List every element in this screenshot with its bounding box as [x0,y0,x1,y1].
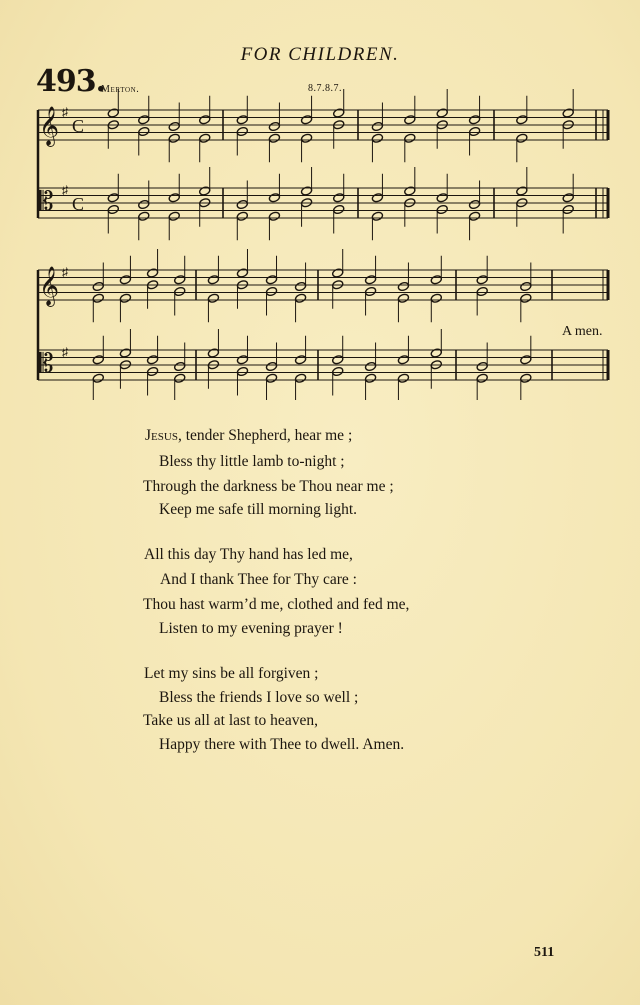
notehead [371,121,383,131]
notehead [236,211,248,221]
notehead [119,348,131,358]
notehead [107,108,119,118]
notehead [138,199,150,209]
notehead [236,268,248,278]
notehead [562,193,574,203]
verse-1-line-1: Jesus, tender Shepherd, hear me ; [145,427,353,444]
notehead [520,281,532,291]
notehead [300,115,312,125]
notehead [436,204,448,214]
notehead [516,186,528,196]
notehead [265,286,277,296]
notehead [520,373,532,383]
notehead [436,108,448,118]
key-signature-sharp: ♯ [62,183,68,197]
notehead [168,121,180,131]
notehead [476,373,488,383]
notehead [236,355,248,365]
verse-1-line-4: Keep me safe till morning light. [159,501,358,518]
verse-3-line-4: Happy there with Thee to dwell. Amen. [159,736,405,753]
notehead [107,193,119,203]
notehead [268,133,280,143]
notehead [92,373,104,383]
notehead [265,373,277,383]
notehead [236,126,248,136]
notehead [236,199,248,209]
notehead [146,366,158,376]
notehead [265,361,277,371]
hymn-number: 493. [36,64,106,99]
notehead [476,361,488,371]
verse-3-line-3: Take us all at last to heaven, [143,712,318,729]
verse-2-line-3: Thou hast warm’d me, clothed and fed me, [143,596,410,613]
notehead [476,275,488,285]
verse-3-line-2: Bless the friends I love so well ; [159,689,359,706]
notehead [364,275,376,285]
notehead [146,268,158,278]
notehead [364,361,376,371]
verse-2-line-4: Listen to my evening prayer ! [159,620,343,637]
notehead [332,366,344,376]
notehead [168,193,180,203]
notehead [520,355,532,365]
notehead [138,126,150,136]
notehead [520,293,532,303]
notehead [436,193,448,203]
notehead [300,133,312,143]
notehead [404,115,416,125]
notehead [268,211,280,221]
key-signature-sharp: ♯ [62,345,68,359]
notehead [404,186,416,196]
common-time-icon: C [72,194,85,214]
notehead [236,115,248,125]
notehead [562,108,574,118]
notehead [430,293,442,303]
notehead [516,133,528,143]
section-title: FOR CHILDREN. [240,44,400,65]
notehead [174,275,186,285]
notehead [199,115,211,125]
notehead [371,211,383,221]
notehead [92,293,104,303]
notehead [430,275,442,285]
verse-1-line-2: Bless thy little lamb to-night ; [159,453,345,470]
notehead [107,204,119,214]
notehead [397,293,409,303]
notehead [92,355,104,365]
notehead [371,193,383,203]
notehead [168,211,180,221]
notehead [516,115,528,125]
notehead [333,108,345,118]
notehead [207,275,219,285]
notehead [397,355,409,365]
treble-clef-icon: 𝄞 [39,266,60,306]
notehead [236,366,248,376]
common-time-icon: C [72,116,85,136]
notehead [207,293,219,303]
verse-3-line-1: Let my sins be all forgiven ; [144,665,319,682]
key-signature-sharp: ♯ [62,105,68,119]
notehead [199,133,211,143]
notehead [468,211,480,221]
page-number: 511 [534,945,555,960]
notehead [300,186,312,196]
notehead [332,268,344,278]
notehead [468,115,480,125]
key-signature-sharp: ♯ [62,265,68,279]
notehead [207,348,219,358]
notehead [294,293,306,303]
notehead [268,193,280,203]
first-word: Jesus [145,427,178,444]
notehead [333,193,345,203]
notehead [397,373,409,383]
notehead [138,211,150,221]
meter: 8.7.8.7. [308,83,342,94]
verse-2-line-1: All this day Thy hand has led me, [144,546,353,563]
notehead [364,373,376,383]
notehead [138,115,150,125]
treble-clef-icon: 𝄞 [39,106,60,146]
notehead [119,275,131,285]
notehead [294,281,306,291]
notehead [333,204,345,214]
alto-clef-icon: 𝄡 [39,187,54,217]
notehead [146,355,158,365]
tune-name: Merton. [101,84,140,95]
amen-label: A men. [562,324,603,339]
notehead [562,204,574,214]
notehead [468,199,480,209]
notehead [168,133,180,143]
notehead [294,355,306,365]
notehead [397,281,409,291]
notehead [371,133,383,143]
notehead [92,281,104,291]
notehead [265,275,277,285]
notehead [404,133,416,143]
notehead [364,286,376,296]
notehead [268,121,280,131]
notehead [199,186,211,196]
notehead [174,361,186,371]
notehead [174,286,186,296]
notehead [468,126,480,136]
notehead [119,293,131,303]
notehead [476,286,488,296]
verse-1-line-3: Through the darkness be Thou near me ; [143,478,394,495]
notehead [174,373,186,383]
verse-2-line-2: And I thank Thee for Thy care : [160,571,357,588]
notehead [430,348,442,358]
notehead [294,373,306,383]
notehead [332,355,344,365]
music-score [0,0,640,400]
alto-clef-icon: 𝄡 [39,349,54,379]
